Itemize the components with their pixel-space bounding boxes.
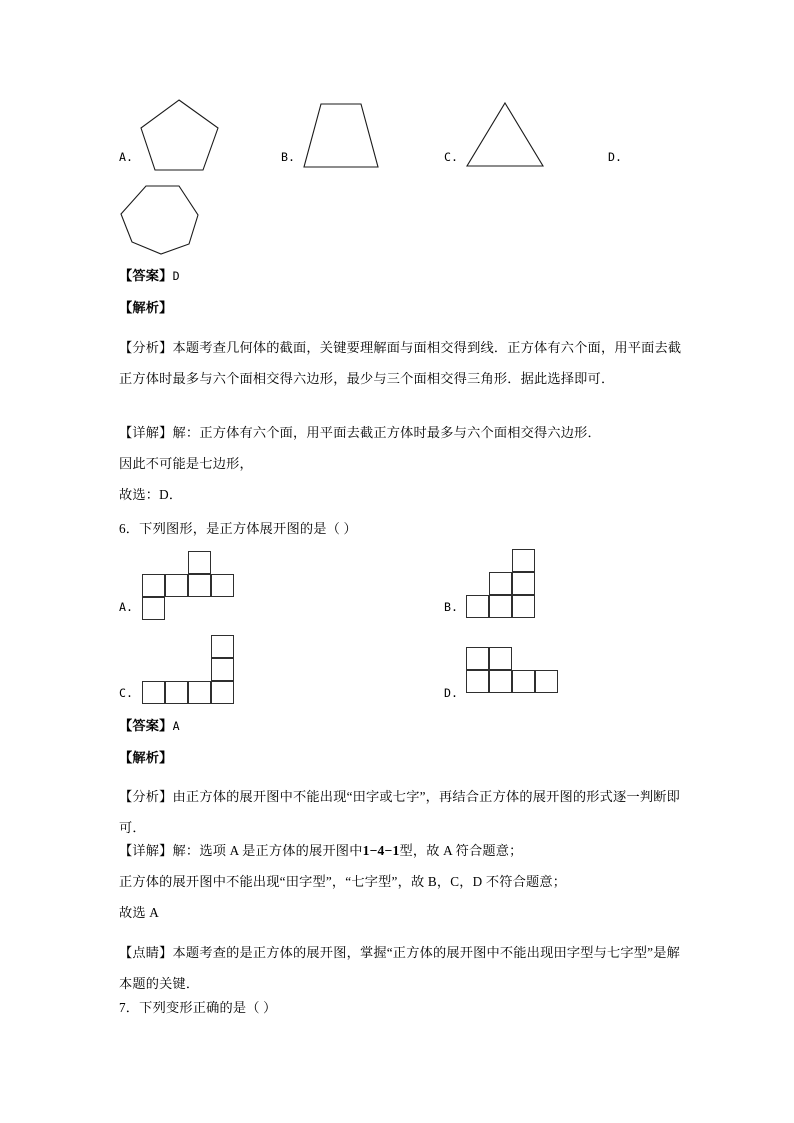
q6-option-b-label: B.	[444, 600, 458, 614]
net-cell	[165, 681, 188, 704]
q5-answer-line	[119, 268, 685, 284]
net-cell	[466, 647, 489, 670]
q6-option-d-label: D.	[444, 686, 458, 700]
net-cell	[165, 574, 188, 597]
q5-detail-line-3: 故选：D．	[119, 487, 183, 502]
q6-net-d	[466, 647, 581, 694]
q6-option-c-label: C.	[119, 686, 133, 700]
q6-detail-line-3: 故选 A	[119, 905, 159, 920]
q5-heptagon-figure	[117, 182, 203, 258]
q5-pentagon-figure	[138, 96, 222, 172]
net-cell	[142, 574, 165, 597]
q5-detail-line-2: 因此不可能是七边形，	[119, 456, 253, 471]
q6-detail-line-1	[119, 843, 685, 859]
q5-option-b-label: B.	[281, 150, 295, 164]
q6-answer-label: 【答案】	[119, 718, 173, 733]
net-cell	[211, 635, 234, 658]
net-cell	[489, 595, 512, 618]
net-cell	[489, 572, 512, 595]
q6-option-a-label: A.	[119, 600, 133, 614]
net-cell	[466, 670, 489, 693]
net-cell	[489, 670, 512, 693]
q6-explain-label-line	[119, 750, 685, 766]
q5-option-c-label: C.	[444, 150, 458, 164]
net-cell	[512, 595, 535, 618]
q6-net-b	[466, 549, 558, 619]
q5-explain-label-line	[119, 300, 685, 316]
q5-trapezoid-figure	[300, 100, 382, 172]
q6-answer-value: A	[172, 719, 180, 733]
q6-net-a	[142, 551, 257, 621]
net-cell	[466, 595, 489, 618]
q6-tip-paragraph: 【点睛】本题考查的是正方体的展开图，掌握“正方体的展开图中不能出现田字型与七字型”是解本题的关键．	[119, 945, 680, 991]
net-cell	[142, 681, 165, 704]
net-cell	[211, 574, 234, 597]
q6-question-text: 6．下列图形，是正方体展开图的是（ ）	[119, 521, 357, 536]
q6-analysis-paragraph: 【分析】由正方体的展开图中不能出现“田字或七字”，再结合正方体的展开图的形式逐一判断即可．	[119, 789, 680, 835]
net-cell	[188, 574, 211, 597]
net-cell	[512, 549, 535, 572]
net-cell	[535, 670, 558, 693]
net-cell	[512, 572, 535, 595]
net-cell	[188, 551, 211, 574]
q6-net-c	[142, 635, 257, 705]
net-cell	[211, 658, 234, 681]
q6-detail-post: 型，故 A 符合题意；	[399, 843, 523, 858]
q5-analysis-paragraph: 【分析】本题考查几何体的截面，关键要理解面与面相交得到线．正方体有六个面，用平面去截正方体时最多与六个面相交得六边形，最少与三个面相交得三角形．据此选择即可．	[119, 340, 682, 386]
q5-answer-label: 【答案】	[119, 268, 173, 283]
net-cell	[188, 681, 211, 704]
q5-option-a-label: A.	[119, 150, 133, 164]
q5-detail-line-1: 【详解】解：正方体有六个面，用平面去截正方体时最多与六个面相交得六边形．	[119, 425, 601, 440]
q6-detail-line-2: 正方体的展开图中不能出现“田字型”，“七字型”，故 B，C，D 不符合题意；	[119, 874, 567, 889]
q5-option-d-label: D.	[608, 150, 622, 164]
q6-answer-line	[119, 718, 685, 734]
q7-question-text: 7．下列变形正确的是（ ）	[119, 1000, 277, 1015]
net-cell	[489, 647, 512, 670]
net-cell	[512, 670, 535, 693]
q5-explain-label: 【解析】	[119, 300, 173, 315]
net-cell	[142, 597, 165, 620]
q5-triangle-figure	[462, 99, 548, 171]
q6-detail-pre: 【详解】解：选项 A 是正方体的展开图中	[119, 843, 363, 858]
q6-explain-label: 【解析】	[119, 750, 173, 765]
q6-detail-net-type: 1−4−1	[362, 843, 400, 858]
net-cell	[211, 681, 234, 704]
q5-answer-value: D	[172, 269, 180, 283]
